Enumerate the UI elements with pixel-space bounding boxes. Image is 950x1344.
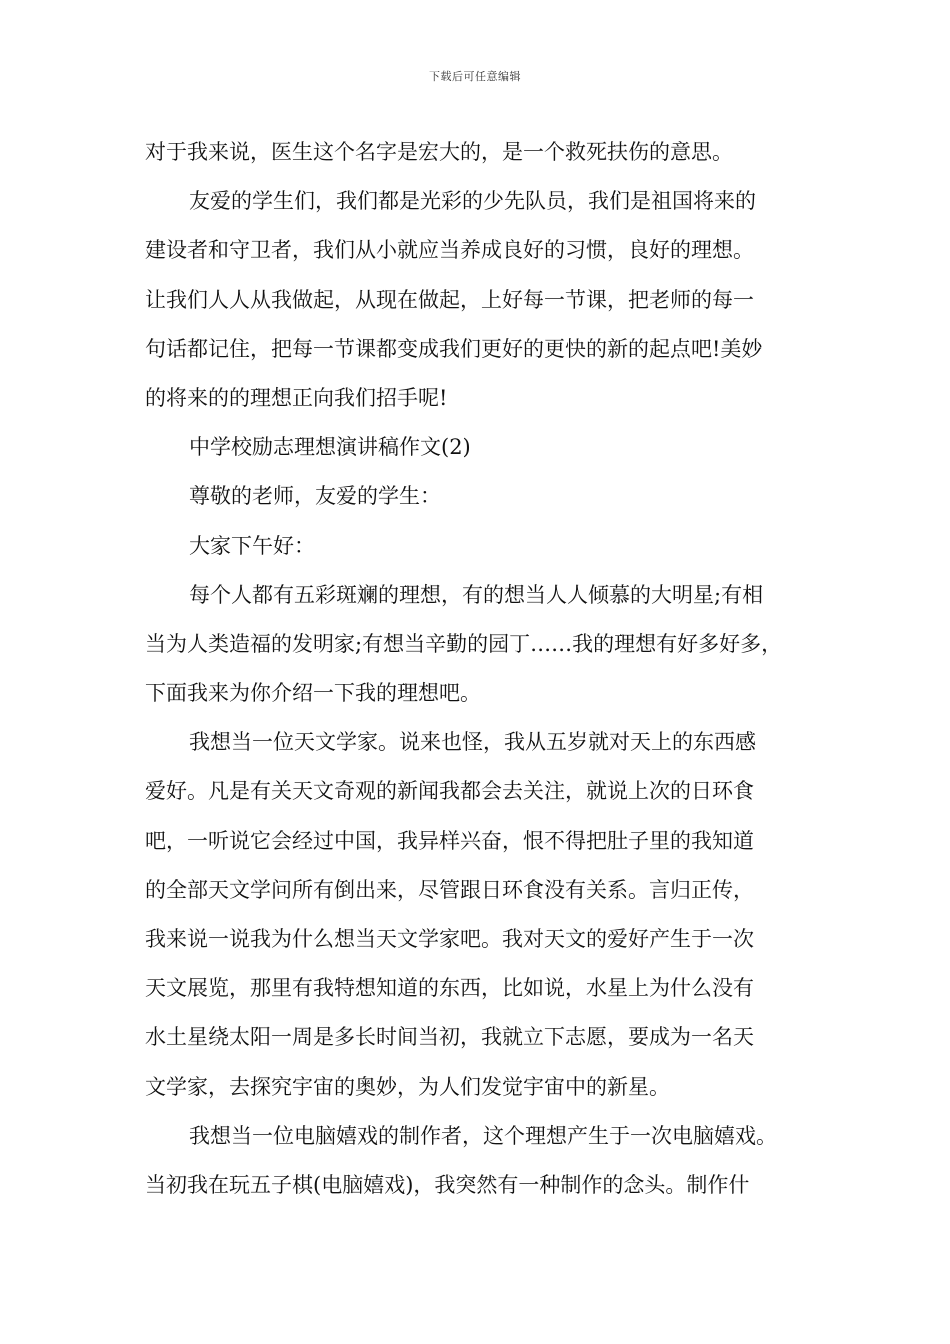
text-line: 的全部天文学问所有倒出来，尽管跟日环食没有关系。言归正传， (145, 877, 754, 902)
text-line: 句话都记住，把每一节课都变成我们更好的更快的新的起点吧!美妙 (145, 336, 763, 361)
text-line: 我来说一说我为什么想当天文学家吧。我对天文的爱好产生于一次 (145, 927, 754, 951)
text-line: 我想当一位电脑嬉戏的制作者，这个理想产生于一次电脑嬉戏。 (189, 1123, 777, 1148)
text-line: 当初我在玩五子棋(电脑嬉戏)，我突然有一种制作的念头。制作什 (145, 1172, 750, 1197)
text-line: 爱好。凡是有关天文奇观的新闻我都会去关注，就说上次的日环食 (145, 779, 754, 804)
page-header: 下载后可任意编辑 (429, 70, 521, 83)
text-line: 大家下午好： (189, 533, 315, 558)
text-line: 当为人类造福的发明家;有想当辛勤的园丁……我的理想有好多好多， (145, 631, 783, 656)
text-line: 文学家，去探究宇宙的奥妙，为人们发觉宇宙中的新星。 (145, 1074, 670, 1099)
text-line: 水土星绕太阳一周是多长时间当初，我就立下志愿，要成为一名天 (145, 1025, 754, 1050)
document-body (145, 128, 815, 1210)
text-line: 友爱的学生们，我们都是光彩的少先队员，我们是祖国将来的 (189, 189, 756, 214)
text-line: 天文展览，那里有我特想知道的东西，比如说，水星上为什么没有 (145, 976, 754, 1001)
text-line: 建设者和守卫者，我们从小就应当养成良好的习惯，良好的理想。 (145, 238, 754, 263)
text-line: 我想当一位天文学家。说来也怪，我从五岁就对天上的东西感 (189, 730, 756, 755)
text-line: 让我们人人从我做起，从现在做起，上好每一节课，把老师的每一 (145, 287, 754, 312)
text-line: 每个人都有五彩斑斓的理想，有的想当人人倾慕的大明星;有相 (189, 582, 764, 607)
text-line: 的将来的的理想正向我们招手呢! (145, 385, 448, 410)
text-line: 中学校励志理想演讲稿作文(2) (189, 435, 471, 460)
text-line: 吧，一听说它会经过中国，我异样兴奋，恨不得把肚子里的我知道 (145, 828, 754, 853)
text-line: 尊敬的老师，友爱的学生： (189, 484, 441, 509)
text-line: 对于我来说，医生这个名字是宏大的，是一个救死扶伤的意思。 (145, 140, 733, 164)
text-line: 下面我来为你介绍一下我的理想吧。 (145, 681, 481, 706)
